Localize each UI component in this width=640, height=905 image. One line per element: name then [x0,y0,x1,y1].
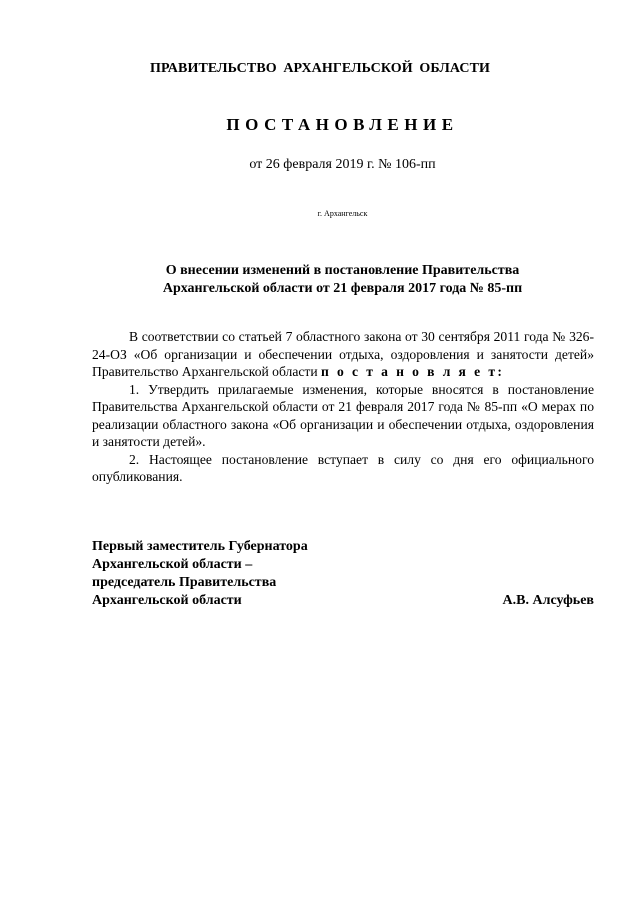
document-subject [0,262,640,298]
document-city: г. Архангельск [317,209,368,218]
signature-block [92,538,594,610]
signature-position-line-4: Архангельской области [92,593,242,608]
signature-position-line-1: Первый заместитель Губернатора [92,539,308,554]
document-date-number: от 26 февраля 2019 г. № 106-пп [249,157,436,172]
government-title: ПРАВИТЕЛЬСТВО АРХАНГЕЛЬСКОЙ ОБЛАСТИ [149,61,491,76]
preamble-paragraph [92,328,594,381]
subject-line-1: О внесении изменений в постановление Правительства [165,263,520,278]
signature-position-line-3: председатель Правительства [92,575,277,590]
decree-colon: : [497,364,502,379]
signatory-name: А.В. Алсуфьев [502,593,594,608]
document-body [92,328,594,486]
preamble-text: В соответствии со статьей 7 областного закона от 30 сентября 2011 года № 326-24-ОЗ «Об организации и обеспечении отдыха, оздоровления и занятости детей» Правительство Архангельской области [92,329,594,379]
item-1-paragraph: 1. Утвердить прилагаемые изменения, которые вносятся в постановление Правительства Архангельской области от 21 февраля 2017 года № 85-пп «О мерах по реализации областного закона «Об организации и обеспечении отдыха, оздоровления и занятости детей». [92,381,594,449]
document-type-title: ПОСТАНОВЛЕНИЕ [226,115,459,134]
decree-word: п о с т а н о в л я е т [321,364,498,379]
signature-position-line-2: Архангельской области – [92,557,253,572]
item-2-paragraph: 2. Настоящее постановление вступает в силу со дня его официального опубликования. [92,451,594,484]
subject-line-2: Архангельской области от 21 февраля 2017 года № 85-пп [162,281,523,296]
